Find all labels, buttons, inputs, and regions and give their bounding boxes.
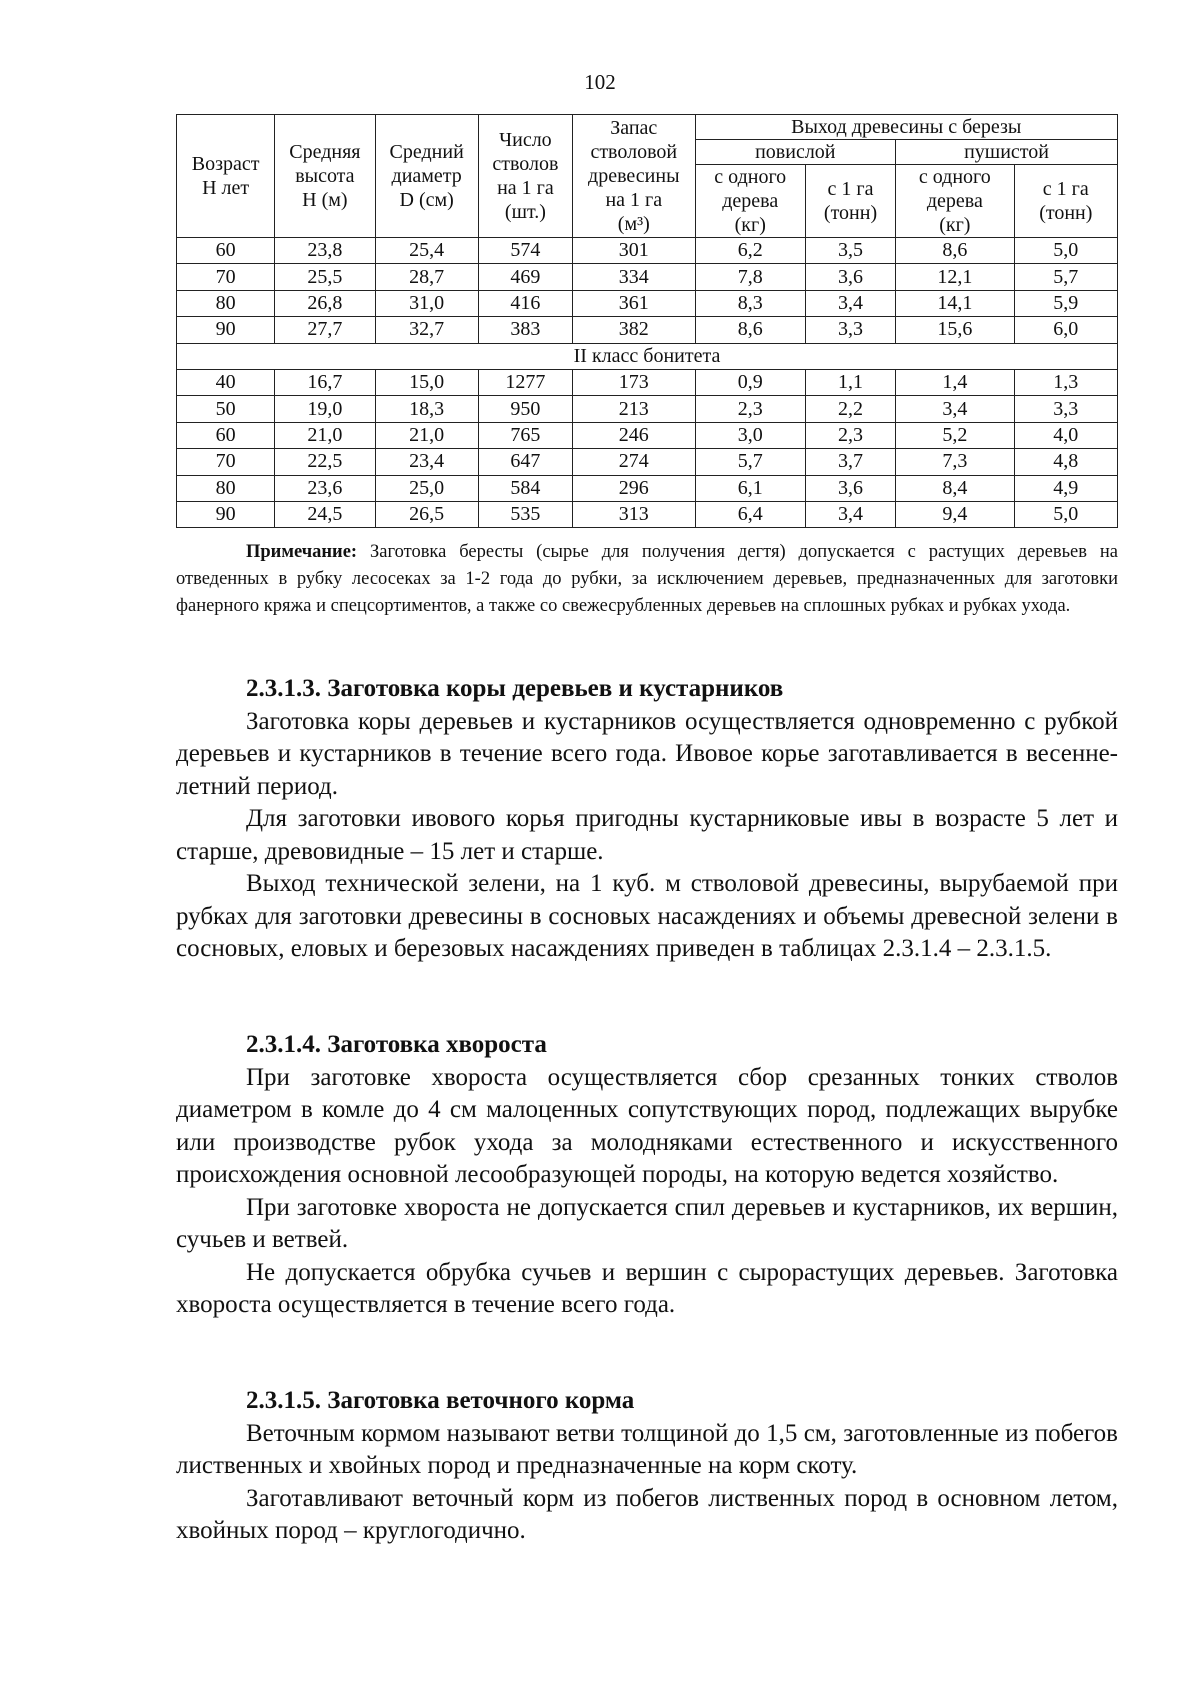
table-cell: 8,4 <box>896 475 1015 501</box>
table-cell: 301 <box>573 238 696 264</box>
paragraph: При заготовке хвороста не допускается спил деревьев и кустарников, их вершин, сучьев и ветвей. <box>176 1193 1118 1253</box>
class-label: II класс бонитета <box>177 343 1118 369</box>
section-title: 2.3.1.5. Заготовка веточного корма <box>246 1387 635 1414</box>
section-brushwood-harvesting <box>176 1029 1118 1322</box>
table-cell: 16,7 <box>275 369 375 395</box>
table-cell: 31,0 <box>375 290 478 316</box>
table-cell: 8,3 <box>695 290 805 316</box>
table-cell: 382 <box>573 317 696 343</box>
table-cell: 6,0 <box>1014 317 1117 343</box>
header-stems: Число стволов на 1 га (шт.) <box>478 115 572 238</box>
table-cell: 50 <box>177 396 275 422</box>
table-cell: 27,7 <box>275 317 375 343</box>
header-pubescens-per-ha: с 1 га (тонн) <box>1014 165 1117 238</box>
table-cell: 19,0 <box>275 396 375 422</box>
table-cell: 361 <box>573 290 696 316</box>
header-pubescens: пушистой <box>896 140 1118 165</box>
table-cell: 6,2 <box>695 238 805 264</box>
table-cell: 5,9 <box>1014 290 1117 316</box>
header-stock: Запас стволовой древесины на 1 га (м³) <box>573 115 696 238</box>
table-cell: 70 <box>177 449 275 475</box>
table-cell: 5,0 <box>1014 501 1117 527</box>
table-cell: 4,8 <box>1014 449 1117 475</box>
table-cell: 416 <box>478 290 572 316</box>
table-row <box>177 238 1118 264</box>
table-cell: 25,4 <box>375 238 478 264</box>
table-row <box>177 449 1118 475</box>
table-cell: 60 <box>177 238 275 264</box>
table-cell: 296 <box>573 475 696 501</box>
paragraph: Выход технической зелени, на 1 куб. м стволовой древесины, вырубаемой при рубках для заготовки древесины в сосновых насаждениях и объемы древесной зелени в сосновых, еловых и березовых насаждениях приведен в таблицах 2.3.1.4 – 2.3.1.5. <box>176 870 1118 962</box>
table-cell: 3,6 <box>805 264 895 290</box>
table-cell: 15,6 <box>896 317 1015 343</box>
table-cell: 3,7 <box>805 449 895 475</box>
header-pendula-per-tree: с одного дерева (кг) <box>695 165 805 238</box>
section-bark-harvesting <box>176 673 1118 966</box>
table-cell: 334 <box>573 264 696 290</box>
table-cell: 5,7 <box>695 449 805 475</box>
table-cell: 1,1 <box>805 369 895 395</box>
table-cell: 1277 <box>478 369 572 395</box>
table-row <box>177 475 1118 501</box>
table-cell: 3,3 <box>805 317 895 343</box>
table-cell: 3,4 <box>805 290 895 316</box>
paragraph: Заготовка коры деревьев и кустарников осуществляется одновременно с рубкой деревьев и кустарников в течение всего года. Ивовое корье заготавливается в весенне-летний период. <box>176 707 1118 800</box>
table-cell: 246 <box>573 422 696 448</box>
table-cell: 3,3 <box>1014 396 1117 422</box>
table-cell: 6,4 <box>695 501 805 527</box>
table-cell: 1,4 <box>896 369 1015 395</box>
table-cell: 7,8 <box>695 264 805 290</box>
table-row <box>177 396 1118 422</box>
table-cell: 0,9 <box>695 369 805 395</box>
table-cell: 5,2 <box>896 422 1015 448</box>
table-cell: 3,4 <box>896 396 1015 422</box>
table-cell: 21,0 <box>275 422 375 448</box>
class-divider-row <box>177 343 1118 369</box>
table-cell: 23,6 <box>275 475 375 501</box>
table-body-class-1 <box>177 238 1118 344</box>
table-cell: 6,1 <box>695 475 805 501</box>
table-cell: 213 <box>573 396 696 422</box>
table-cell: 5,0 <box>1014 238 1117 264</box>
table-cell: 584 <box>478 475 572 501</box>
table-cell: 1,3 <box>1014 369 1117 395</box>
table-cell: 274 <box>573 449 696 475</box>
table-cell: 28,7 <box>375 264 478 290</box>
table-cell: 7,3 <box>896 449 1015 475</box>
table-cell: 8,6 <box>695 317 805 343</box>
header-pendula: повислой <box>695 140 896 165</box>
table-cell: 90 <box>177 501 275 527</box>
table-cell: 80 <box>177 475 275 501</box>
paragraph: Заготавливают веточный корм из побегов лиственных пород в основном летом, хвойных пород – круглогодично. <box>176 1484 1118 1544</box>
page-number: 102 <box>584 70 616 94</box>
table-cell: 23,4 <box>375 449 478 475</box>
table-row <box>177 290 1118 316</box>
table-cell: 5,7 <box>1014 264 1117 290</box>
table-cell: 32,7 <box>375 317 478 343</box>
header-pendula-per-ha: с 1 га (тонн) <box>805 165 895 238</box>
table-cell: 90 <box>177 317 275 343</box>
table-cell: 40 <box>177 369 275 395</box>
table-row <box>177 501 1118 527</box>
section-branch-fodder-harvesting <box>176 1385 1118 1548</box>
table-cell: 8,6 <box>896 238 1015 264</box>
table-cell: 26,5 <box>375 501 478 527</box>
table-cell: 14,1 <box>896 290 1015 316</box>
paragraph: Для заготовки ивового корья пригодны кустарниковые ивы в возрасте 5 лет и старше, древовидные – 15 лет и старше. <box>176 805 1118 865</box>
table-cell: 15,0 <box>375 369 478 395</box>
table-cell: 647 <box>478 449 572 475</box>
header-bark-yield: Выход древесины с березы <box>695 115 1117 140</box>
table-cell: 18,3 <box>375 396 478 422</box>
table-cell: 469 <box>478 264 572 290</box>
table-cell: 25,0 <box>375 475 478 501</box>
birch-bark-yield-table <box>176 114 1118 528</box>
paragraph: Не допускается обрубка сучьев и вершин с сырорастущих деревьев. Заготовка хвороста осуществляется в течение всего года. <box>176 1258 1118 1318</box>
table-note <box>176 539 1118 620</box>
table-cell: 2,3 <box>805 422 895 448</box>
table-cell: 535 <box>478 501 572 527</box>
table-cell: 25,5 <box>275 264 375 290</box>
table-row <box>177 369 1118 395</box>
table-cell: 70 <box>177 264 275 290</box>
table-cell: 313 <box>573 501 696 527</box>
header-diameter: Средний диаметр D (см) <box>375 115 478 238</box>
table-cell: 765 <box>478 422 572 448</box>
table-cell: 574 <box>478 238 572 264</box>
table-row <box>177 317 1118 343</box>
table-cell: 2,2 <box>805 396 895 422</box>
table-cell: 4,9 <box>1014 475 1117 501</box>
table-cell: 4,0 <box>1014 422 1117 448</box>
table-cell: 2,3 <box>695 396 805 422</box>
table-cell: 12,1 <box>896 264 1015 290</box>
header-height: Средняя высота Н (м) <box>275 115 375 238</box>
table-cell: 24,5 <box>275 501 375 527</box>
table-row <box>177 264 1118 290</box>
header-age: Возраст Н лет <box>177 115 275 238</box>
table-cell: 173 <box>573 369 696 395</box>
section-title: 2.3.1.4. Заготовка хвороста <box>246 1031 547 1058</box>
table-cell: 3,5 <box>805 238 895 264</box>
note-text: Заготовка бересты (сырье для получения дегтя) допускается с растущих деревьев на отведенных в рубку лесосеках за 1-2 года до рубки, за исключением деревьев, предназначенных для заготовки фанерного кряжа и спецсортиментов, а также со свежесрубленных деревьев на сплошных рубках и рубках ухода. <box>176 542 1119 616</box>
table-cell: 3,4 <box>805 501 895 527</box>
table-body-class-2 <box>177 369 1118 527</box>
table-cell: 3,6 <box>805 475 895 501</box>
table-cell: 22,5 <box>275 449 375 475</box>
table-cell: 60 <box>177 422 275 448</box>
table-cell: 3,0 <box>695 422 805 448</box>
table-cell: 26,8 <box>275 290 375 316</box>
table-cell: 9,4 <box>896 501 1015 527</box>
header-pubescens-per-tree: с одного дерева (кг) <box>896 165 1015 238</box>
table-cell: 383 <box>478 317 572 343</box>
paragraph: При заготовке хвороста осуществляется сбор срезанных тонких стволов диаметром в комле до 4 см малоценных сопутствующих пород, подлежащих вырубке или производстве рубок ухода за молодняками естественного и искусственного происхождения основной лесообразующей породы, на которую ведется хозяйство. <box>176 1063 1118 1188</box>
table-cell: 21,0 <box>375 422 478 448</box>
paragraph: Веточным кормом называют ветви толщиной до 1,5 см, заготовленные из побегов лиственных и хвойных пород и предназначенные на корм скоту. <box>176 1419 1118 1479</box>
table-row <box>177 422 1118 448</box>
section-title: 2.3.1.3. Заготовка коры деревьев и кустарников <box>246 675 784 702</box>
table-cell: 80 <box>177 290 275 316</box>
table-cell: 950 <box>478 396 572 422</box>
table-cell: 23,8 <box>275 238 375 264</box>
note-label: Примечание: <box>246 542 358 562</box>
